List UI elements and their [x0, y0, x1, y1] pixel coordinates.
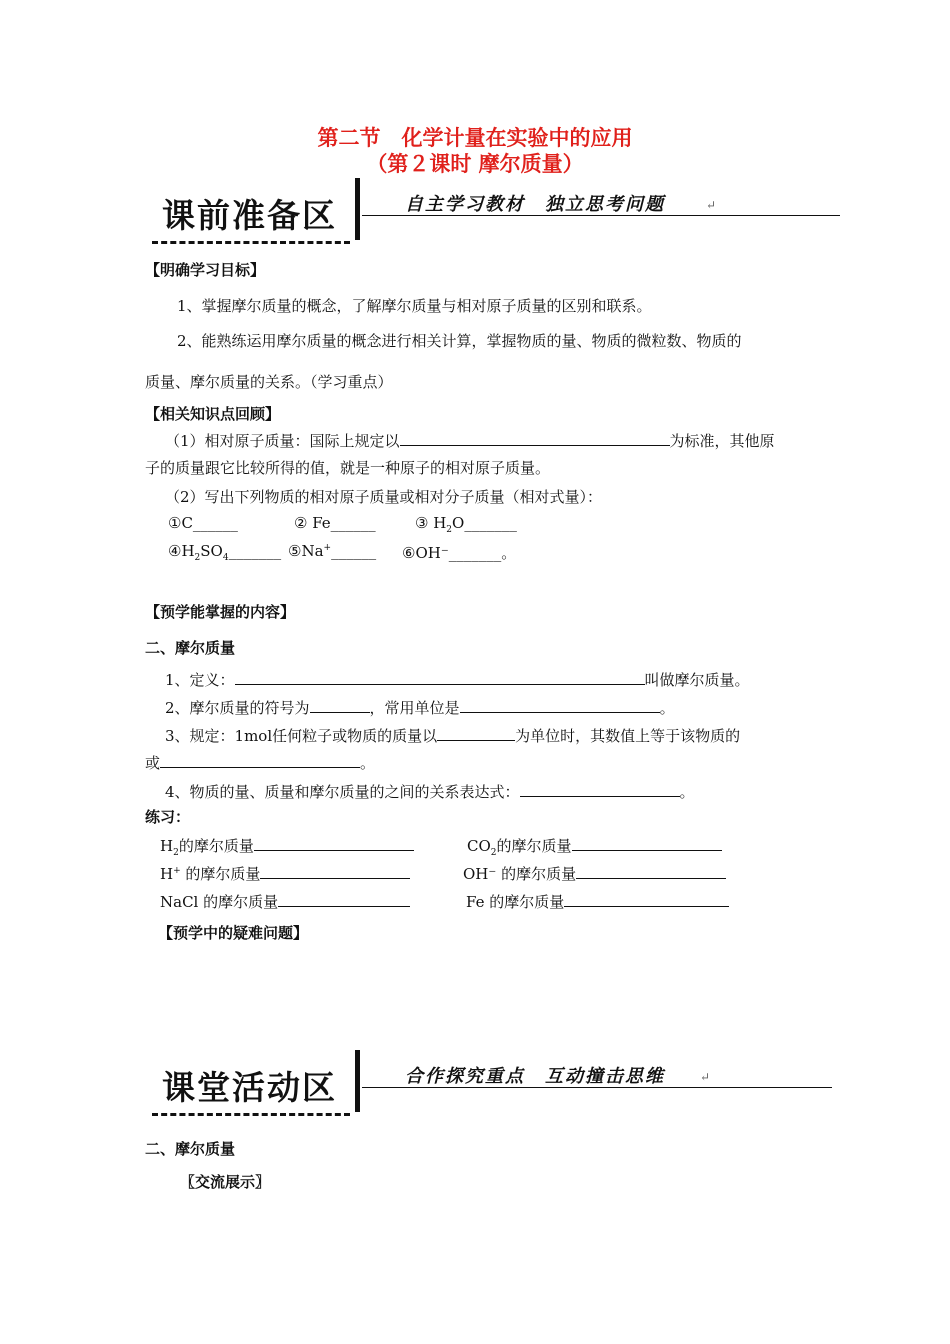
- co2-post: 的摩尔质量: [496, 837, 572, 855]
- answer-blank[interactable]: [160, 753, 360, 768]
- answer-blank[interactable]: [235, 670, 645, 685]
- l2-mid: ，常用单位是: [369, 699, 460, 717]
- practice-h2: [160, 835, 414, 858]
- goal-item-1: 1、掌握摩尔质量的概念，了解摩尔质量与相对原子质量的区别和联系。: [177, 297, 652, 315]
- exchange-heading: 〖交流展示〗: [180, 1173, 271, 1191]
- review-c2: ② Fe______: [294, 514, 376, 532]
- banner-dash-divider: [152, 241, 350, 244]
- goal-item-2: 2、能熟练运用摩尔质量的概念进行相关计算，掌握物质的量、物质的微粒数、物质的: [177, 332, 742, 350]
- l2-suffix: 。: [659, 699, 675, 717]
- hplus-pre: H: [160, 865, 174, 883]
- review-c4: [168, 542, 281, 563]
- practice-heading: 练习：: [145, 808, 191, 826]
- answer-blank[interactable]: [520, 782, 680, 797]
- prestudy-line-1: [165, 669, 750, 690]
- fe-label: Fe 的摩尔质量: [466, 893, 565, 911]
- practice-fe: [466, 891, 729, 912]
- c4-sub2: 4: [222, 553, 229, 563]
- practice-oh: [463, 863, 726, 884]
- l4-suffix: 。: [679, 783, 695, 801]
- review-q1-suffix: 为标准，其他原: [669, 432, 775, 450]
- prestudy-heading: 【预学能掌握的内容】: [145, 603, 296, 621]
- review-c1: ①C______: [168, 514, 238, 532]
- c3-sub: 2: [446, 525, 453, 535]
- c5-pre: ⑤Na: [288, 542, 324, 560]
- c4-post: _______: [228, 542, 282, 560]
- answer-blank[interactable]: [260, 864, 410, 879]
- review-c5: [288, 542, 376, 560]
- review-q2: （2）写出下列物质的相对原子质量或相对分子质量（相对式量）：: [165, 488, 603, 506]
- l1-prefix: 1、定义：: [165, 671, 235, 689]
- co2-pre: CO: [467, 837, 491, 855]
- preclass-banner-slogan: 自主学习教材 独立思考问题: [405, 194, 665, 215]
- classroom-banner: [150, 1050, 832, 1135]
- classroom-section-title: 二、摩尔质量: [145, 1140, 236, 1158]
- practice-hplus: [160, 863, 410, 884]
- prestudy-line-3-cont: [145, 752, 375, 773]
- review-heading: 【相关知识点回顾】: [145, 405, 281, 423]
- c5-sup: +: [323, 543, 332, 553]
- hplus-sup: +: [173, 866, 181, 876]
- review-c6: ⑥OH⁻_______。: [402, 544, 517, 562]
- answer-blank[interactable]: [437, 726, 515, 741]
- return-mark-icon: ↵: [706, 198, 717, 212]
- l3-line2-prefix: 或: [145, 754, 161, 772]
- c3-pre: ③ H: [415, 514, 447, 532]
- l4-prefix: 4、物质的量、质量和摩尔质量的之间的关系表达式：: [165, 783, 520, 801]
- h2-sub: 2: [173, 848, 179, 858]
- answer-blank[interactable]: [572, 836, 722, 851]
- preclass-banner-title: 课前准备区: [162, 196, 337, 235]
- c4-pre: ④H: [168, 542, 195, 560]
- answer-blank[interactable]: [278, 892, 410, 907]
- h2-post: 的摩尔质量: [178, 837, 254, 855]
- l3-suffix: 为单位时，其数值上等于该物质的: [515, 727, 741, 745]
- classroom-banner-title: 课堂活动区: [162, 1068, 337, 1107]
- lesson-subtitle: （第２课时 摩尔质量）: [366, 152, 584, 176]
- review-q1-prefix: （1）相对原子质量：国际上规定以: [165, 432, 400, 450]
- banner-vertical-bar: [355, 1050, 360, 1112]
- c4-sub1: 2: [194, 553, 201, 563]
- oh-label: OH⁻ 的摩尔质量: [463, 865, 577, 883]
- practice-nacl: [160, 891, 410, 912]
- hplus-post: 的摩尔质量: [180, 865, 261, 883]
- co2-sub: 2: [490, 848, 497, 858]
- section-title: 第二节 化学计量在实验中的应用: [317, 126, 633, 150]
- review-c3: [415, 514, 517, 535]
- banner-vertical-bar: [355, 178, 360, 240]
- banner-dash-divider: [152, 1113, 350, 1116]
- answer-blank[interactable]: [400, 431, 670, 446]
- goals-heading: 【明确学习目标】: [145, 261, 266, 279]
- l2-prefix: 2、摩尔质量的符号为: [165, 699, 310, 717]
- nacl-label: NaCl 的摩尔质量: [160, 893, 279, 911]
- goal-item-2-cont: 质量、摩尔质量的关系。（学习重点）: [145, 373, 393, 391]
- answer-blank[interactable]: [310, 698, 370, 713]
- preclass-banner: [150, 178, 840, 263]
- review-q1: [165, 430, 775, 451]
- practice-co2: [467, 835, 722, 858]
- answer-blank[interactable]: [564, 892, 729, 907]
- difficulties-heading: 【预学中的疑难问题】: [158, 924, 309, 942]
- prestudy-line-4: [165, 781, 695, 802]
- l3-line2-suffix: 。: [360, 754, 376, 772]
- prestudy-section-title: 二、摩尔质量: [145, 639, 236, 657]
- answer-blank[interactable]: [254, 836, 414, 851]
- prestudy-line-3: [165, 725, 740, 746]
- c3-post: O_______: [452, 514, 517, 532]
- l1-suffix: 叫做摩尔质量。: [644, 671, 750, 689]
- h2-pre: H: [160, 837, 174, 855]
- return-mark-icon: ↵: [700, 1070, 711, 1084]
- classroom-banner-slogan: 合作探究重点 互动撞击思维: [405, 1066, 665, 1087]
- answer-blank[interactable]: [576, 864, 726, 879]
- l3-prefix: 3、规定：1mol任何粒子或物质的质量以: [165, 727, 438, 745]
- answer-blank[interactable]: [460, 698, 660, 713]
- prestudy-line-2: [165, 697, 675, 718]
- review-q1-cont: 子的质量跟它比较所得的值，就是一种原子的相对原子质量。: [145, 459, 551, 477]
- c5-post: ______: [331, 542, 377, 560]
- c4-mid: SO: [200, 542, 223, 560]
